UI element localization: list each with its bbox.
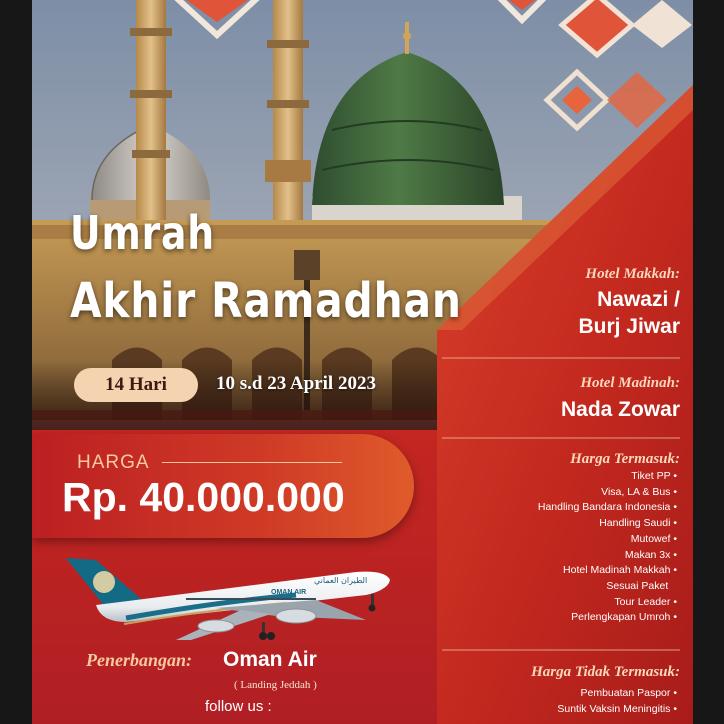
hotel-madinah-heading: Hotel Madinah: [580, 375, 680, 391]
excludes-list [557, 686, 677, 717]
poster-frame [32, 0, 693, 724]
follow-us-label: follow us : [205, 698, 272, 715]
plane-arabic-livery: الطيران العماني [314, 576, 368, 585]
hotel-makkah-section [442, 266, 680, 340]
list-item: Sesuai Paket [606, 579, 669, 592]
list-item: Makan 3x • [538, 548, 677, 564]
plane-latin-livery: OMAN AIR [271, 589, 307, 596]
price-divider [162, 462, 342, 463]
list-item: Suntik Vaksin Meningitis • [557, 702, 677, 718]
duration-badge: 14 Hari [74, 368, 198, 402]
hotel-madinah-section [442, 375, 680, 423]
includes-heading: Harga Termasuk: [570, 451, 680, 467]
includes-section [442, 451, 680, 468]
trip-dates: 10 s.d 23 April 2023 [216, 373, 376, 394]
price-amount: Rp. 40.000.000 [62, 474, 345, 520]
list-item: Pembuatan Paspor • [557, 686, 677, 702]
list-item: Perlengkapan Umroh • [538, 610, 677, 626]
hotel-makkah-name-line-1: Nawazi / [597, 288, 680, 311]
excludes-section [442, 664, 680, 681]
list-item: Handling Saudi • [538, 516, 677, 532]
landing-note: ( Landing Jeddah ) [234, 679, 317, 691]
excludes-heading: Harga Tidak Termasuk: [531, 664, 680, 680]
list-item: Tour Leader • [538, 595, 677, 611]
includes-list [538, 469, 677, 626]
list-item: Mutowef • [538, 532, 677, 548]
hotel-makkah-name-line-2: Burj Jiwar [578, 315, 680, 338]
price-label: HARGA [77, 452, 150, 473]
list-item: Tiket PP • [538, 469, 677, 485]
list-item: Handling Bandara Indonesia • [538, 500, 677, 516]
flight-label: Penerbangan: [86, 650, 193, 670]
title-line-1: Umrah [70, 206, 215, 260]
title-line-2: Akhir Ramadhan [70, 273, 462, 329]
oman-air-plane-image [66, 550, 396, 645]
hotel-madinah-name: Nada Zowar [560, 398, 680, 421]
list-item: Hotel Madinah Makkah • [538, 563, 677, 579]
hotel-makkah-heading: Hotel Makkah: [585, 266, 680, 282]
airline-name: Oman Air [223, 648, 317, 671]
list-item: Visa, LA & Bus • [538, 485, 677, 501]
